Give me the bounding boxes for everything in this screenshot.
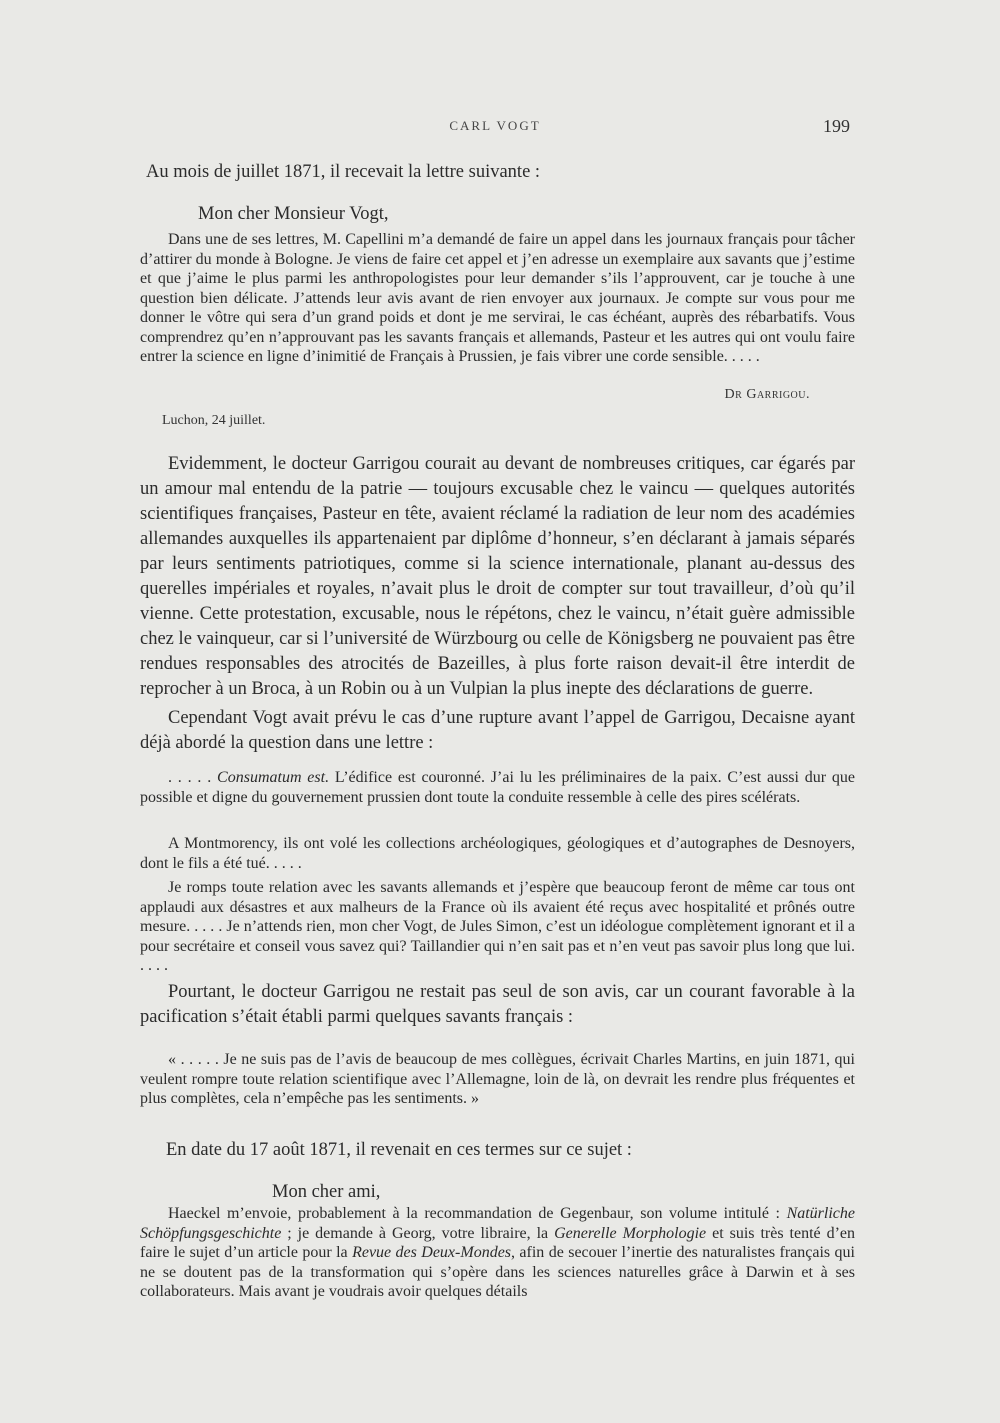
- letter2-line1-text: L’édifice est couronné. J’ai lu les préliminaires de la paix. C’est aussi dur que possible et digne du gouvernement prussien dont toute la conduite ressemble à celle des pires scélérats.: [140, 769, 856, 806]
- letter2-line3: Je romps toute relation avec les savants allemands et j’espère que beaucoup feront de même car tous ont applaudi aux désastres et aux malheurs de la France où ils avaient été reçus avec hospitalité et prônés outre mesure. . . . . Je n’attends rien, mon cher Vogt, de Jules Simon, c’est un idéologue complètement ignorant et il a pour secrétaire et conseil vous savez qui? Taillandier qui n’en sait pas et n’en veut pas savoir plus long que lui. . . . .: [140, 879, 855, 974]
- paragraph-garrigou-critiques: Evidemment, le docteur Garrigou courait au devant de nombreuses critiques, car égarés par un amour mal entendu de la patrie — toujours excusable chez le vaincu — quelques autorités scientifiques françaises, Pasteur en tête, avaient réclamé la radiation de leur nom des académies allemandes auxquelles ils appartenaient par diplôme d’honneur, s’en déclarant à jamais séparés par leurs sentiments patriotiques, comme si la science internationale, planant au-dessus des querelles impériales et royales, n’avait plus le droit de compter sur tout travailleur, d’où qu’il vienne. Cette protestation, excusable, nous le répétons, chez le vaincu, n’était guère admissible chez le vainqueur, car si l’université de Würzbourg ou celle de Königsberg ne pouvaient pas être rendues responsables des atrocités de Bazeilles, à plus forte raison devait-il être interdit de reprocher à un Broca, à un Robin ou à un Vulpian la plus inepte des déclarations de guerre.: [140, 454, 855, 699]
- letter3-title-haeckel: Natürliche Schöpfungsgeschichte: [140, 1205, 855, 1242]
- letter3-text-2: ; je demande à Georg, votre libraire, la: [281, 1224, 555, 1242]
- letter3-title-morphologie: Generelle Morphologie: [554, 1224, 707, 1242]
- letter3-salutation: Mon cher ami,: [272, 1182, 381, 1202]
- letter2-line1: [140, 768, 855, 807]
- letter2-line2: A Montmorency, ils ont volé les collections archéologiques, géologiques et d’autographes de Desnoyers, dont le fils a été tué. . . . .: [140, 835, 855, 872]
- letter3-text-4: , afin de secouer l’inertie des naturalistes français qui ne se doutent pas de la transformation qui s’opère dans les sciences naturelles grâce à Darwin et à ses collaborateurs. Mais avant je voudrais avoir quelques détails: [140, 1244, 856, 1300]
- letter3-text-1: Haeckel m’envoie, probablement à la recommandation de Gegenbaur, son volume intitulé :: [168, 1205, 787, 1222]
- letter1-dateline: Luchon, 24 juillet.: [162, 413, 266, 428]
- letter1-signature: Dr Garrigou.: [724, 387, 810, 402]
- paragraph-pourtant: Pourtant, le docteur Garrigou ne restait pas seul de son avis, car un courant favorable à la pacification s’était établi parmi quelques savants français :: [140, 982, 855, 1027]
- martins-quote: « . . . . . Je ne suis pas de l’avis de beaucoup de mes collègues, écrivait Charles Martins, en juin 1871, qui veulent rompre toute relation scientifique avec l’Allemagne, loin de là, on devrait les rendre plus fréquentes et plus complètes, cela n’empêche pas les sentiments. »: [140, 1051, 855, 1107]
- running-title: CARL VOGT: [449, 118, 541, 133]
- running-header: [140, 116, 850, 140]
- letter3-title-revue: Revue des Deux-Mondes: [352, 1244, 512, 1261]
- intro-line: Au mois de juillet 1871, il recevait la lettre suivante :: [146, 162, 541, 182]
- letter2-lead: . . . . .: [168, 769, 218, 786]
- letter2-latin: Consumatum est.: [217, 769, 330, 786]
- letter1-body: Dans une de ses lettres, M. Capellini m’a demandé de faire un appel dans les journaux français pour tâcher d’attirer du monde à Bologne. Je viens de faire cet appel et j’en adresse un exemplaire aux savants que j’estime et que j’aime le plus parmi les anthropologistes pour leur demander s’ils l’approuvent, car je touche à une question bien délicate. J’attends leur avis avant de rien envoyer aux journaux. Je compte sur vous pour me donner le vôtre qui sera d’un grand poids et dont je me servirai, le cas échéant, auprès des rébarbatifs. Vous comprendrez qu’en n’approuvant pas les savants français et allemands, Pasteur et les autres qui ont voulu faire entrer la science en ligne d’inimitié de Français à Prussien, je fais vibrer une corde sensible. . . . .: [140, 231, 855, 365]
- letter3-body: [140, 1204, 855, 1302]
- paragraph-en-date: En date du 17 août 1871, il revenait en ces termes sur ce sujet :: [166, 1140, 632, 1160]
- paragraph-vogt-prevu: Cependant Vogt avait prévu le cas d’une rupture avant l’appel de Garrigou, Decaisne ayant déjà abordé la question dans une lettre :: [140, 708, 855, 753]
- page-number: 199: [823, 116, 850, 136]
- letter3-text-3: et suis très tenté d’en faire le sujet d’un article pour la: [140, 1224, 856, 1261]
- letter1-salutation: Mon cher Monsieur Vogt,: [198, 204, 389, 224]
